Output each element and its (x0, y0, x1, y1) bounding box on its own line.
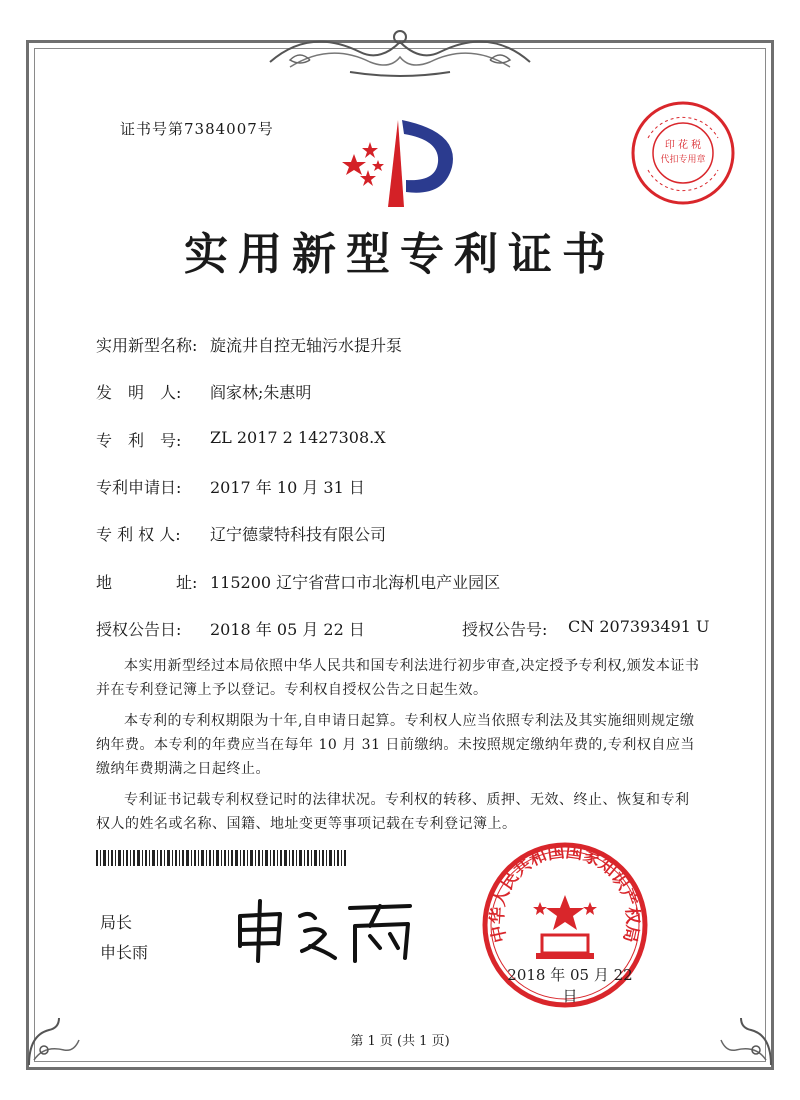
handwritten-signature (230, 896, 420, 966)
seal-date: 2018 年 05 月 22 日 (507, 966, 633, 1005)
signatory-title: 局长 (100, 913, 133, 932)
grant-announcement-date-value: 2018 年 05 月 22 日 (210, 620, 365, 639)
patent-number-value: ZL 2017 2 1427308.X (210, 428, 386, 447)
page-number: 第 1 页 (共 1 页) (350, 1034, 450, 1049)
body-paragraph-3: 专利证书记载专利权登记时的法律状况。专利权的转移、质押、无效、终止、恢复和专利权人的姓名或名称、国籍、地址变更等事项记载在专利登记簿上。 (96, 792, 690, 832)
body-paragraph-2: 本专利的专利权期限为十年,自申请日起算。专利权人应当依照专利法及其实施细则规定缴纳年费。本专利的年费应当在每年 10 月 31 日前缴纳。未按照规定缴纳年费的,专利权自应当缴纳年费期满之日起终止。 (96, 713, 695, 777)
patent-office-logo (340, 112, 460, 217)
top-ornament (250, 22, 550, 82)
certificate-number: 证书号第7384007号 (120, 120, 274, 138)
svg-text:代扣专用章: 代扣专用章 (660, 155, 706, 165)
utility-model-name-label: 实用新型名称: (96, 336, 198, 355)
utility-model-name-value: 旋流井自控无轴污水提升泵 (210, 336, 403, 355)
grant-announcement-number-label: 授权公告号: (462, 620, 548, 639)
filing-date-label: 专利申请日: (96, 478, 182, 497)
patent-number-label: 专 利 号: (96, 431, 182, 450)
patentee-value: 辽宁德蒙特科技有限公司 (210, 525, 387, 544)
barcode (96, 850, 346, 866)
filing-date-value: 2017 年 10 月 31 日 (210, 478, 365, 497)
certificate-title: 实用新型专利证书 (184, 229, 616, 280)
tax-stamp-seal (628, 98, 738, 208)
grant-announcement-date-label: 授权公告日: (96, 620, 182, 639)
body-paragraph-1: 本实用新型经过本局依照中华人民共和国专利法进行初步审查,决定授予专利权,颁发本证书并在专利登记簿上予以登记。专利权自授权公告之日起生效。 (96, 658, 700, 698)
inventor-label: 发 明 人: (96, 383, 182, 402)
grant-announcement-number-value: CN 207393491 U (568, 617, 710, 636)
patentee-label: 专 利 权 人: (96, 525, 181, 544)
address-label: 地 址: (96, 573, 198, 592)
signatory-name: 申长雨 (100, 943, 149, 962)
svg-text:中华人民共和国国家知识产权局: 中华人民共和国国家知识产权局 (487, 841, 643, 945)
svg-text:印 花 税: 印 花 税 (664, 140, 702, 151)
inventor-value: 阎家林;朱惠明 (210, 383, 312, 402)
address-value: 115200 辽宁省营口市北海机电产业园区 (210, 573, 501, 592)
